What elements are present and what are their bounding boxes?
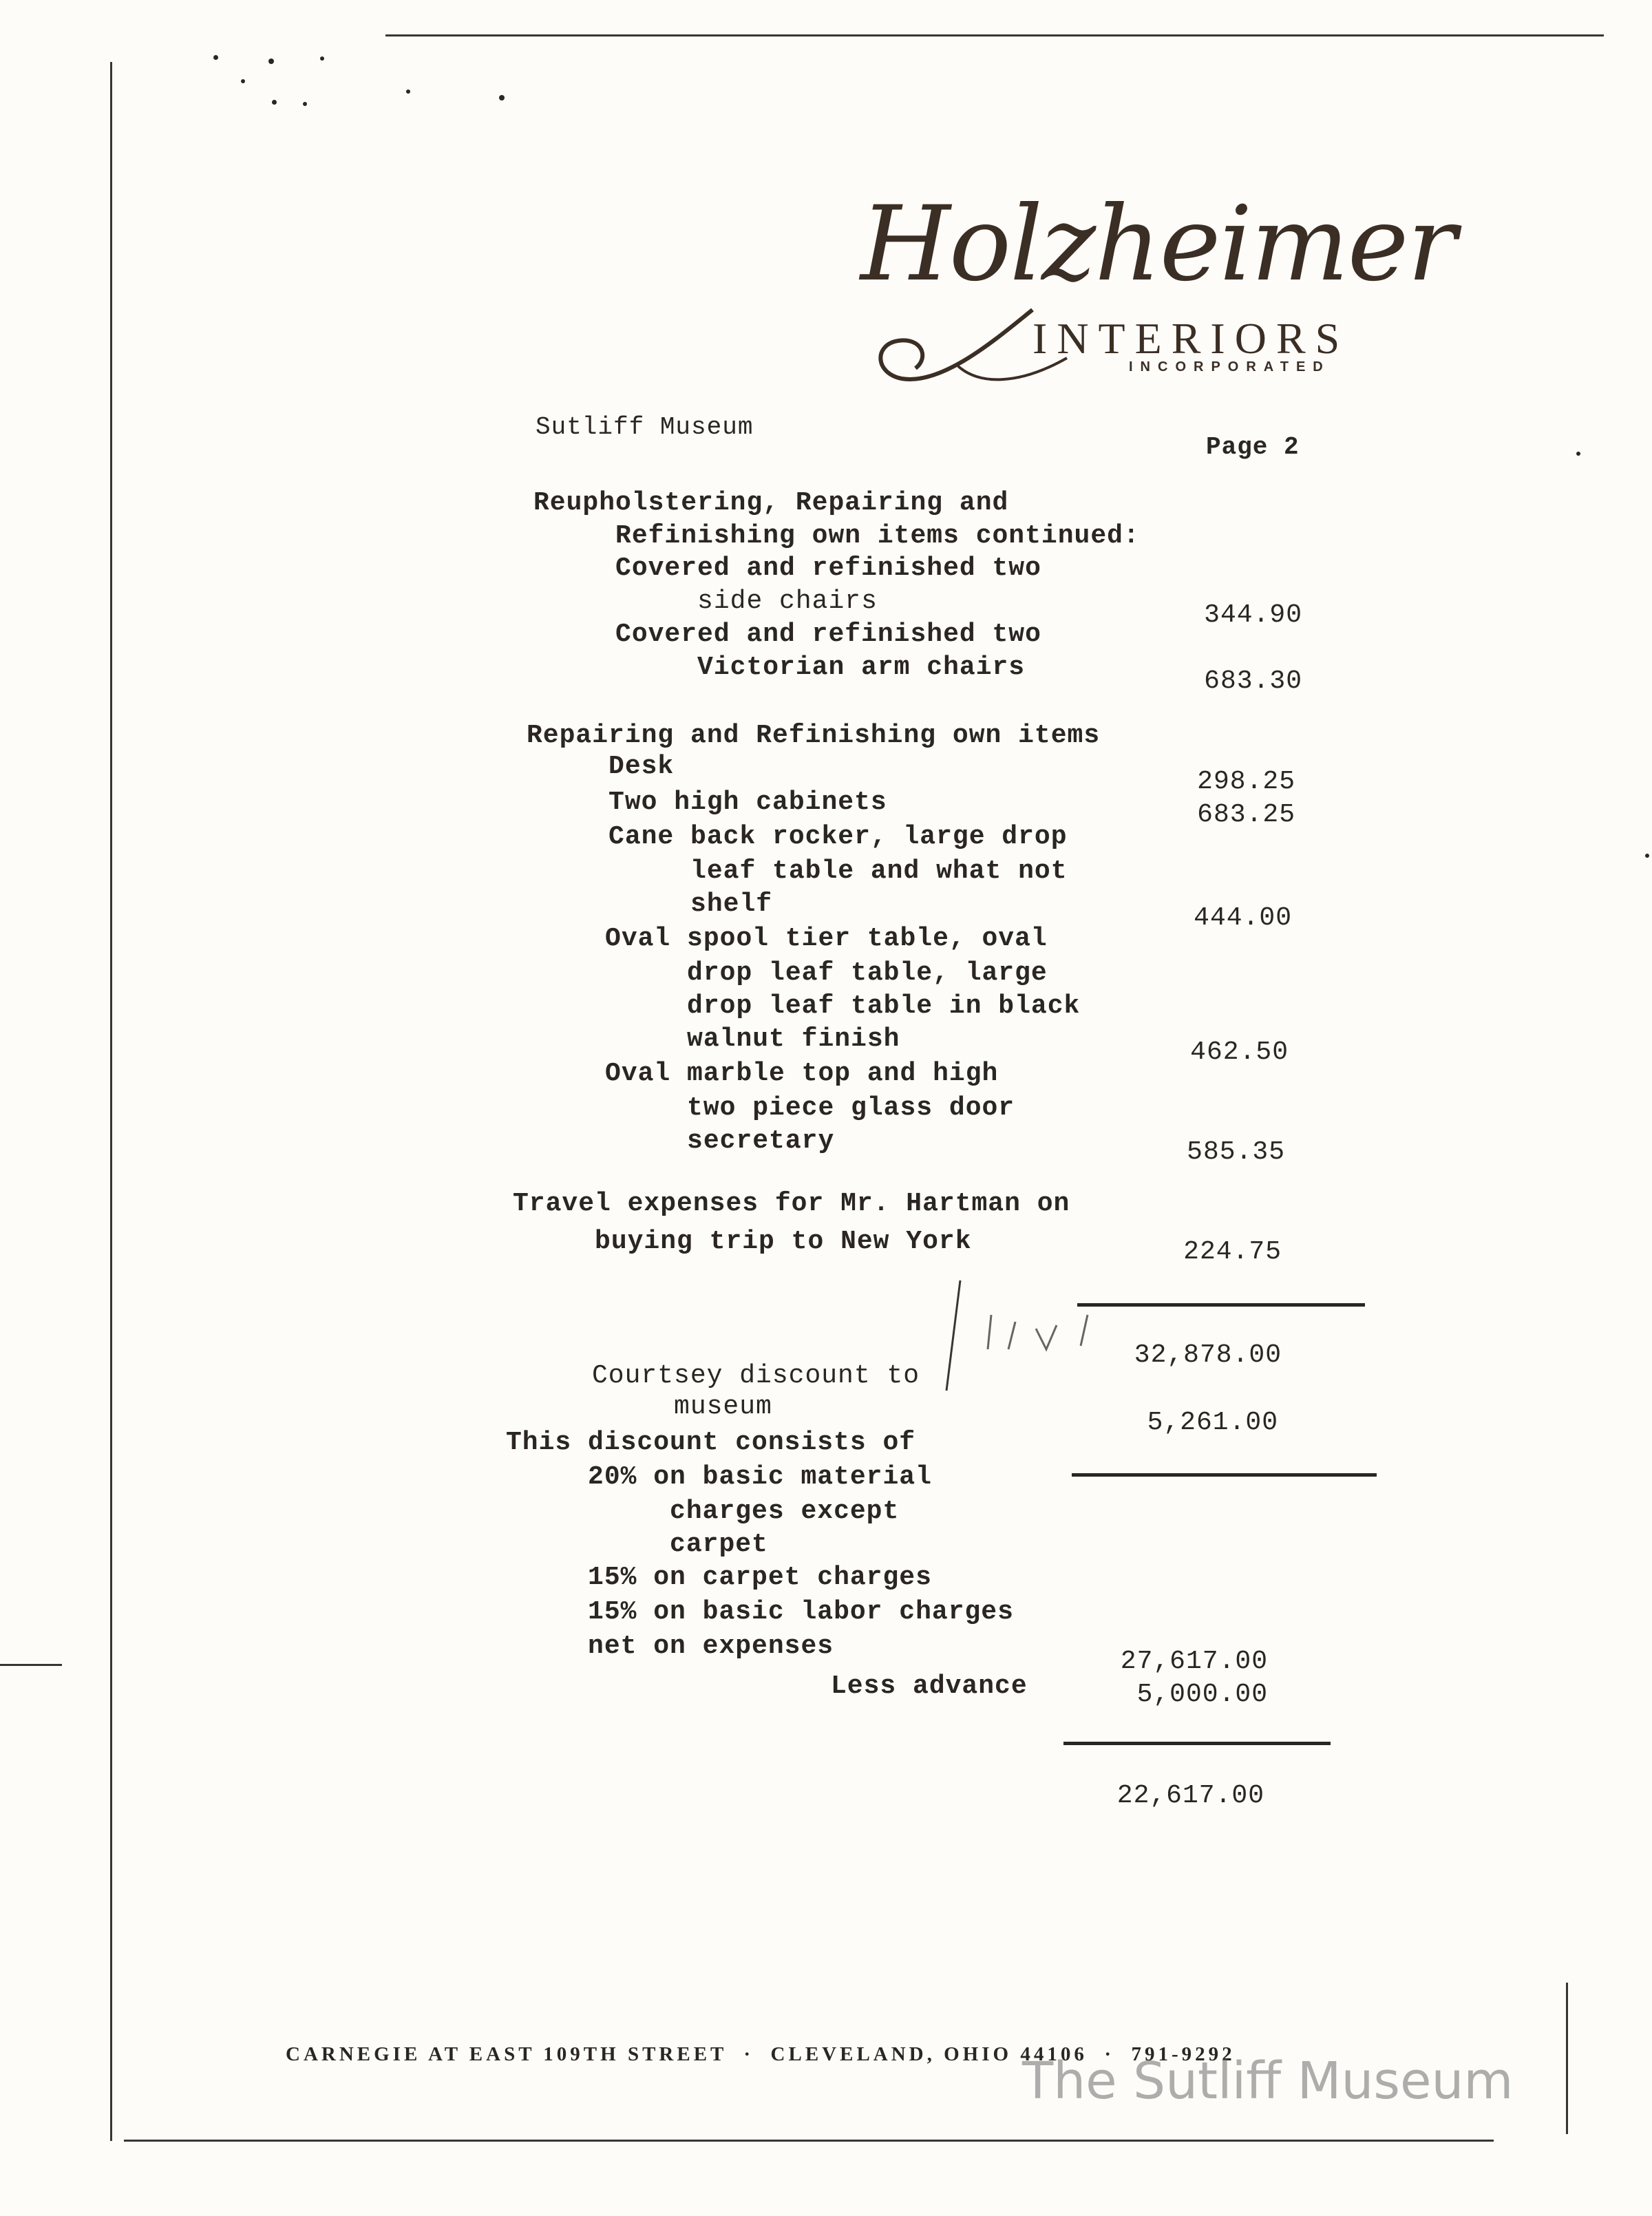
line-item-text: Two high cabinets [527, 788, 887, 817]
logo-flourish-icon [860, 282, 1081, 399]
page-edge-top [385, 34, 1604, 36]
logo-interiors: INTERIORS [1032, 314, 1350, 363]
line-item-amount: 224.75 [1183, 1237, 1282, 1267]
line-item-text: buying trip to New York [513, 1227, 972, 1256]
line-item-text: Desk [527, 752, 675, 781]
page-number: Page 2 [1206, 433, 1300, 461]
speck [406, 89, 410, 94]
page-edge-right [1566, 1983, 1568, 2134]
line-item-amount: 683.25 [1197, 800, 1295, 830]
discount-rule [1072, 1473, 1377, 1477]
line-item-text: two piece glass door [523, 1093, 1015, 1123]
line-item-text: drop leaf table, large [523, 958, 1048, 988]
line-item-text: drop leaf table in black [523, 991, 1081, 1021]
page-edge-left [110, 62, 112, 2141]
speck [268, 59, 274, 64]
line-item-amount: 585.35 [1187, 1137, 1285, 1167]
advance-amount: 5,000.00 [1136, 1680, 1268, 1709]
line-item-text: Oval spool tier table, oval [523, 924, 1048, 953]
line-item-text: Oval marble top and high [523, 1059, 999, 1088]
discount-note: carpet [506, 1530, 768, 1559]
discount-note: This discount consists of [506, 1428, 916, 1457]
left-margin-mark [0, 1664, 62, 1666]
speck [272, 100, 277, 105]
subtotal-rule [1077, 1303, 1365, 1307]
speck [499, 95, 505, 101]
line-item-amount: 683.30 [1204, 666, 1302, 696]
letterhead-footer-address: CARNEGIE AT EAST 109TH STREET · CLEVELAND, OHIO 44106 · 791-9292 [286, 2043, 1236, 2065]
line-item-text: secretary [523, 1126, 835, 1156]
subtotal-amount: 32,878.00 [1134, 1340, 1282, 1370]
handwritten-mark-icon [926, 1274, 1105, 1397]
line-item-text: Cane back rocker, large drop [527, 822, 1068, 852]
line-item-text: Reupholstering, Repairing and [533, 488, 1009, 518]
line-item-text: Travel expenses for Mr. Hartman on [513, 1189, 1070, 1218]
speck [241, 79, 245, 83]
speck [303, 102, 307, 106]
discount-text: Courtsey discount to [592, 1361, 920, 1391]
discount-note: 15% on carpet charges [506, 1563, 932, 1592]
line-item-text: leaf table and what not [527, 856, 1068, 886]
line-item-amount: 298.25 [1197, 767, 1295, 796]
discount-note: 15% on basic labor charges [506, 1597, 1014, 1627]
line-item-amount: 344.90 [1204, 600, 1302, 630]
speck [1576, 452, 1580, 456]
discount-text: museum [592, 1392, 772, 1422]
line-item-text: Covered and refinished two [533, 553, 1041, 583]
balance-amount: 22,617.00 [1116, 1781, 1264, 1811]
line-item-amount: 444.00 [1194, 903, 1292, 933]
discount-note: 20% on basic material [506, 1462, 932, 1492]
net-amount: 27,617.00 [1120, 1647, 1268, 1676]
speck [320, 56, 324, 61]
line-item-text: walnut finish [523, 1024, 900, 1054]
logo-script-name: Holzheimer [860, 184, 1456, 304]
balance-rule [1063, 1742, 1331, 1745]
less-advance-label: Less advance [831, 1671, 1028, 1701]
line-item-text: Refinishing own items continued: [533, 521, 1140, 551]
client-name: Sutliff Museum [536, 413, 754, 441]
discount-note: charges except [506, 1497, 900, 1526]
line-item-text: Victorian arm chairs [533, 653, 1026, 682]
line-item-text: Covered and refinished two [533, 620, 1041, 649]
watermark-text: The Sutliff Museum [1022, 2051, 1514, 2111]
line-item-amount: 462.50 [1190, 1037, 1289, 1067]
line-item-text: side chairs [533, 587, 878, 616]
discount-amount: 5,261.00 [1147, 1408, 1278, 1437]
discount-note: net on expenses [506, 1632, 834, 1661]
speck [1645, 854, 1649, 858]
page-edge-bottom [124, 2140, 1494, 2142]
speck [213, 55, 218, 60]
logo-incorporated: INCORPORATED [1129, 359, 1331, 374]
line-item-text: Repairing and Refinishing own items [527, 721, 1101, 750]
line-item-text: shelf [527, 889, 773, 919]
